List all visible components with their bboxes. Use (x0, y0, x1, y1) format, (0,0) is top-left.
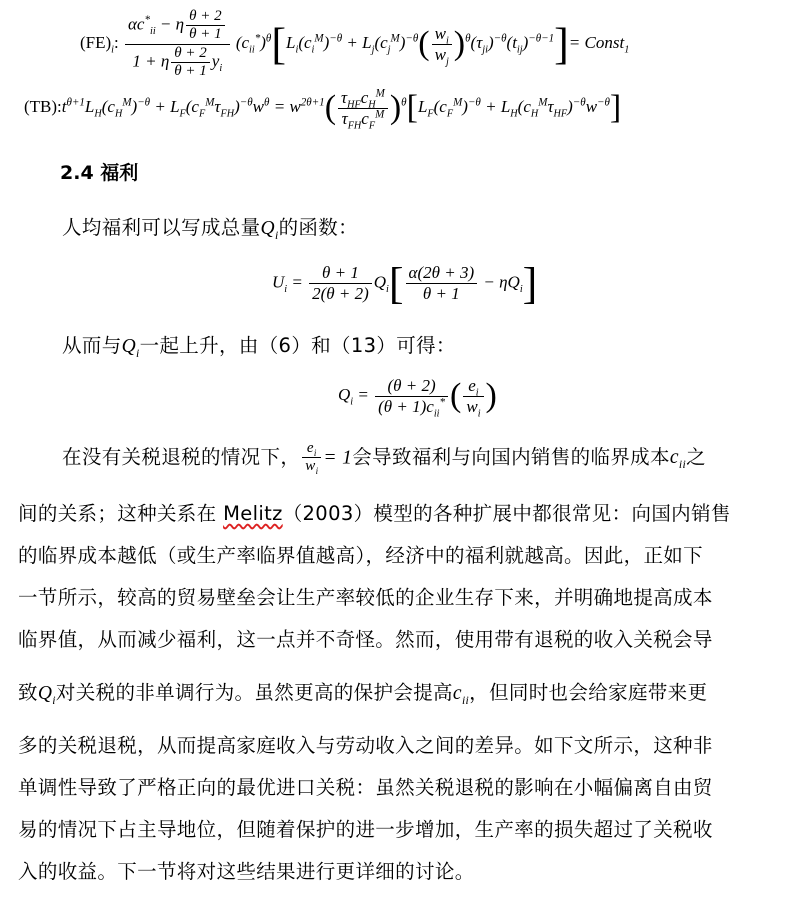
equation-tb-label: (TB): (24, 96, 62, 116)
paragraph-body-line-1: 间的关系；这种关系在 Melitz（2003）模型的各种扩展中都很常见：向国内销售 (18, 502, 731, 525)
section-heading: 2.4 福利 (60, 162, 139, 184)
equation-fe-label: (FE) (80, 32, 112, 52)
melitz-reference: Melitz (223, 502, 283, 525)
paragraph-body-line-3: 一节所示，较高的贸易壁垒会让生产率较低的企业生存下来，并明确地提高成本 (18, 586, 713, 609)
paragraph-welfare-intro: 人均福利可以写成总量$Q_i$的函数： (62, 216, 358, 242)
equation-tb: $(TB):t^{\theta+1}L_H(c_H^M)^{-\theta} + L_F(c_F^M\tau_{FH})^{-\theta}w^\theta = w^{2\theta+1}$( $\frac{\tau_{HF}c_H^M}{\tau_{FH}c_F^M}$ )$^\theta[L_F(c_F^M)^{-\theta} + L_H(c_H^M\tau_{HF})^{-\theta}w^{-\theta}]$ (24, 87, 622, 131)
equation-fe-rhs: = Const (568, 32, 625, 52)
paragraph-body-line-6: 多的关税退税，从而提高家庭收入与劳动收入之间的差异。如下文所示，这种非 (18, 734, 713, 757)
paragraph-body-line-9: 入的收益。下一节将对这些结果进行更详细的讨论。 (18, 860, 475, 883)
paragraph-body-line-5: 致$Q_i$对关税的非单调行为。虽然更高的保护会提高$c_{ii}$，但同时也会给家庭带来更 (18, 681, 708, 707)
paragraph-body-line-4: 临界值，从而减少福利，这一点并不奇怪。然而，使用带有退税的收入关税会导 (18, 628, 713, 651)
paragraph-q-rises: 从而与$Q_i$一起上升，由（6）和（13）可得： (62, 334, 456, 360)
paragraph-body-line-7: 单调性导致了严格正向的最优进口关税：虽然关税退税的影响在小幅偏离自由贸 (18, 776, 713, 799)
equation-fe-main-fraction: $\alpha c^*_{ii} - \eta$ $\frac{\theta + 2}{\theta + 1}$ 1 + η $\frac{\theta + 2}{\theta + 1}$ $y_i$ (125, 8, 230, 80)
equation-q: $Q_i$ = $\frac{(\theta + 2)}{(\theta + 1)c_{ii}^*}$ ( $\frac{e_i}{w_i}$ ) (338, 376, 497, 419)
paragraph-body-line-8: 易的情况下占主导地位，但随着保护的进一步增加，生产率的损失超过了关税收 (18, 818, 713, 841)
paragraph-body-line-2: 的临界成本越低（或生产率临界值越高），经济中的福利就越高。因此，正如下 (18, 544, 704, 567)
equation-utility: $U_i$ = $\frac{\theta + 1}{2(\theta + 2)}$ $Q_i$[ $\frac{\alpha(2\theta + 3)}{\theta + 1}$ − $\eta Q_i$] (272, 259, 538, 308)
equation-fe: $(FE)_i$: $\alpha c^*_{ii} - \eta$ $\frac{\theta + 2}{\theta + 1}$ 1 + η $\frac{\theta + 2}{\theta + 1}$ $y_i$ $(c_{ii}^*)^\theta[L_i(c_i^M)^{-\theta} + L_j(c_j^M)^{-\theta}$( $\frac{w_i}{w_j}$ )$^\theta(\tau_{ji})^{-\theta}(t_{ij})^{-\theta-1}]=$ Const$_1$ (80, 8, 630, 79)
paragraph-body-line-0: 在没有关税退税的情况下， $\frac{e_i}{w_i}$ = 1会导致福利与向国内销售的临界成本$c_{ii}$之 (62, 440, 706, 477)
